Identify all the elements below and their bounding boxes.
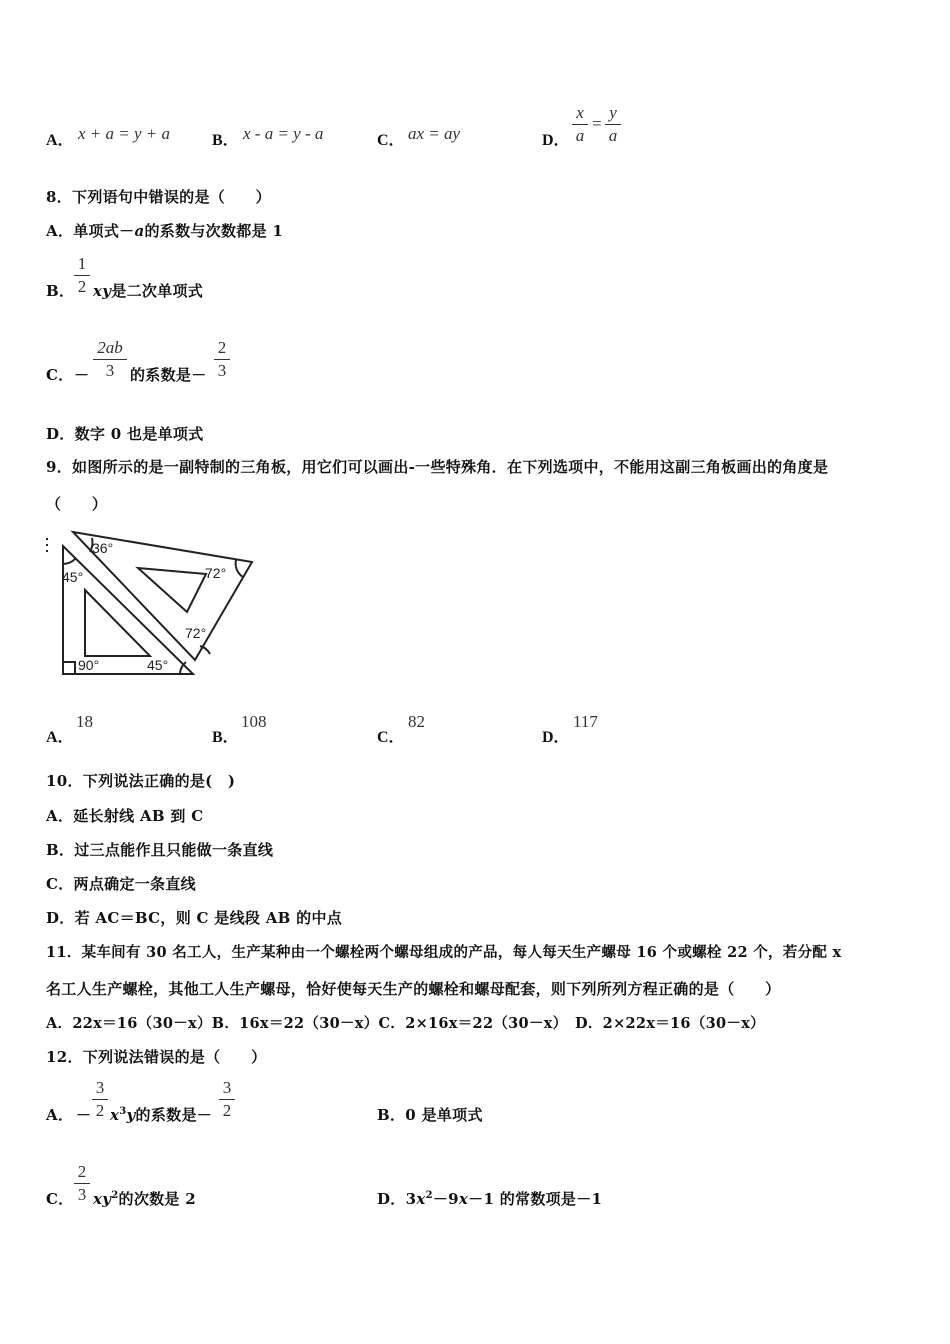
q8-option-b-fraction: 1 2 [74,254,90,297]
q8-stem: 8．下列语句中错误的是（ ） [46,188,271,206]
q7-option-d-label: D． [542,132,570,149]
q7-option-c-label: C． [377,132,405,149]
angle-label-72-top: 72° [205,565,227,581]
q7-option-b-label: B． [212,132,239,149]
q8-option-c-text: 的系数是－ [130,366,207,384]
right-isosceles-triangle [63,546,193,674]
angle-label-90: 90° [78,657,100,673]
q12-option-a-fraction-2: 3 2 [219,1078,235,1121]
q9-option-a-label: A． [46,729,74,746]
q8-option-c-fraction-2: 2 3 [214,338,230,381]
q10-option-c: C．两点确定一条直线 [46,875,196,893]
q8-option-c-sign: － [74,366,90,384]
q12-option-a-label: A． [46,1106,74,1124]
q9-option-b-label: B． [212,729,239,746]
q8-option-d: D．数字 0 也是单项式 [46,425,204,443]
q9-option-d-label: D． [542,729,570,746]
q12-option-a-fraction: 3 2 [92,1078,108,1121]
angle-label-45-left: 45° [62,569,84,585]
q12-option-c-label: C． [46,1190,74,1208]
q12-option-c-fraction: 2 3 [74,1162,90,1205]
angle-label-72-mid: 72° [185,625,207,641]
q7-option-d-fraction-left: x a [572,103,588,146]
q11-options: A．22x＝16（30－x）B．16x＝22（30－x）C．2×16x＝22（30－x） D．2×22x＝16（30－x） [46,1015,765,1032]
q9-stem-paren: （ ） [46,495,108,513]
q12-option-c-text: $xy^2$的次数是 2 [93,1190,196,1208]
q7-option-d-fraction-right: y a [605,103,621,146]
q8-option-b-text: xy是二次单项式 [93,282,204,300]
q7-option-a-label: A． [46,132,74,149]
q12-option-b: B．0 是单项式 [377,1106,483,1124]
q11-stem-line2: 名工人生产螺栓，其他工人生产螺母，恰好使每天生产的螺栓和螺母配套，则下列所列方程正确的是（ ） [46,980,781,998]
q12-option-a-sign: － [76,1106,92,1124]
q8-option-a: A．单项式－a的系数与次数都是 1 [46,222,284,240]
angle-label-36: 36° [92,540,114,556]
q7-option-d-equals: = [592,114,602,133]
q9-option-b-value: 108 [241,712,267,731]
q8-option-c-fraction: 2ab 3 [93,338,127,381]
golden-triangle-cutout [138,568,206,612]
q10-stem: 10．下列说法正确的是( ) [46,772,236,790]
q9-stem: 9．如图所示的是一副特制的三角板，用它们可以画出-一些特殊角．在下列选项中，不能用这副三角板画出的角度是 [46,458,829,476]
q10-option-d: D．若 AC＝BC，则 C 是线段 AB 的中点 [46,909,343,927]
q7-option-a-expr: x + a = y + a [78,124,171,143]
q8-option-b-label: B． [46,282,75,300]
q9-option-d-value: 117 [573,712,598,731]
q10-option-b: B．过三点能作且只能做一条直线 [46,841,274,859]
q12-option-a-text: $x^3y$的系数是－ [110,1106,213,1124]
q12-stem: 12．下列说法错误的是（ ） [46,1048,267,1066]
q9-option-a-value: 18 [76,712,93,731]
q7-option-c-expr: ax = ay [408,124,461,143]
q10-option-a: A．延长射线 AB 到 C [46,807,204,825]
angle-label-45-bottom: 45° [147,657,169,673]
q8-option-c-label: C． [46,366,74,384]
q7-option-b-expr: x - a = y - a [243,124,324,143]
q9-option-c-label: C． [377,729,405,746]
q9-option-c-value: 82 [408,712,425,731]
q12-option-d: D．$3x^2-9x-1$ 的常数项是－1 [377,1190,603,1208]
triangle-rulers-figure [40,528,260,680]
q11-stem-line1: 11．某车间有 30 名工人，生产某种由一个螺栓两个螺母组成的产品，每人每天生产螺母 16 个或螺栓 22 个，若分配 x [46,944,842,961]
